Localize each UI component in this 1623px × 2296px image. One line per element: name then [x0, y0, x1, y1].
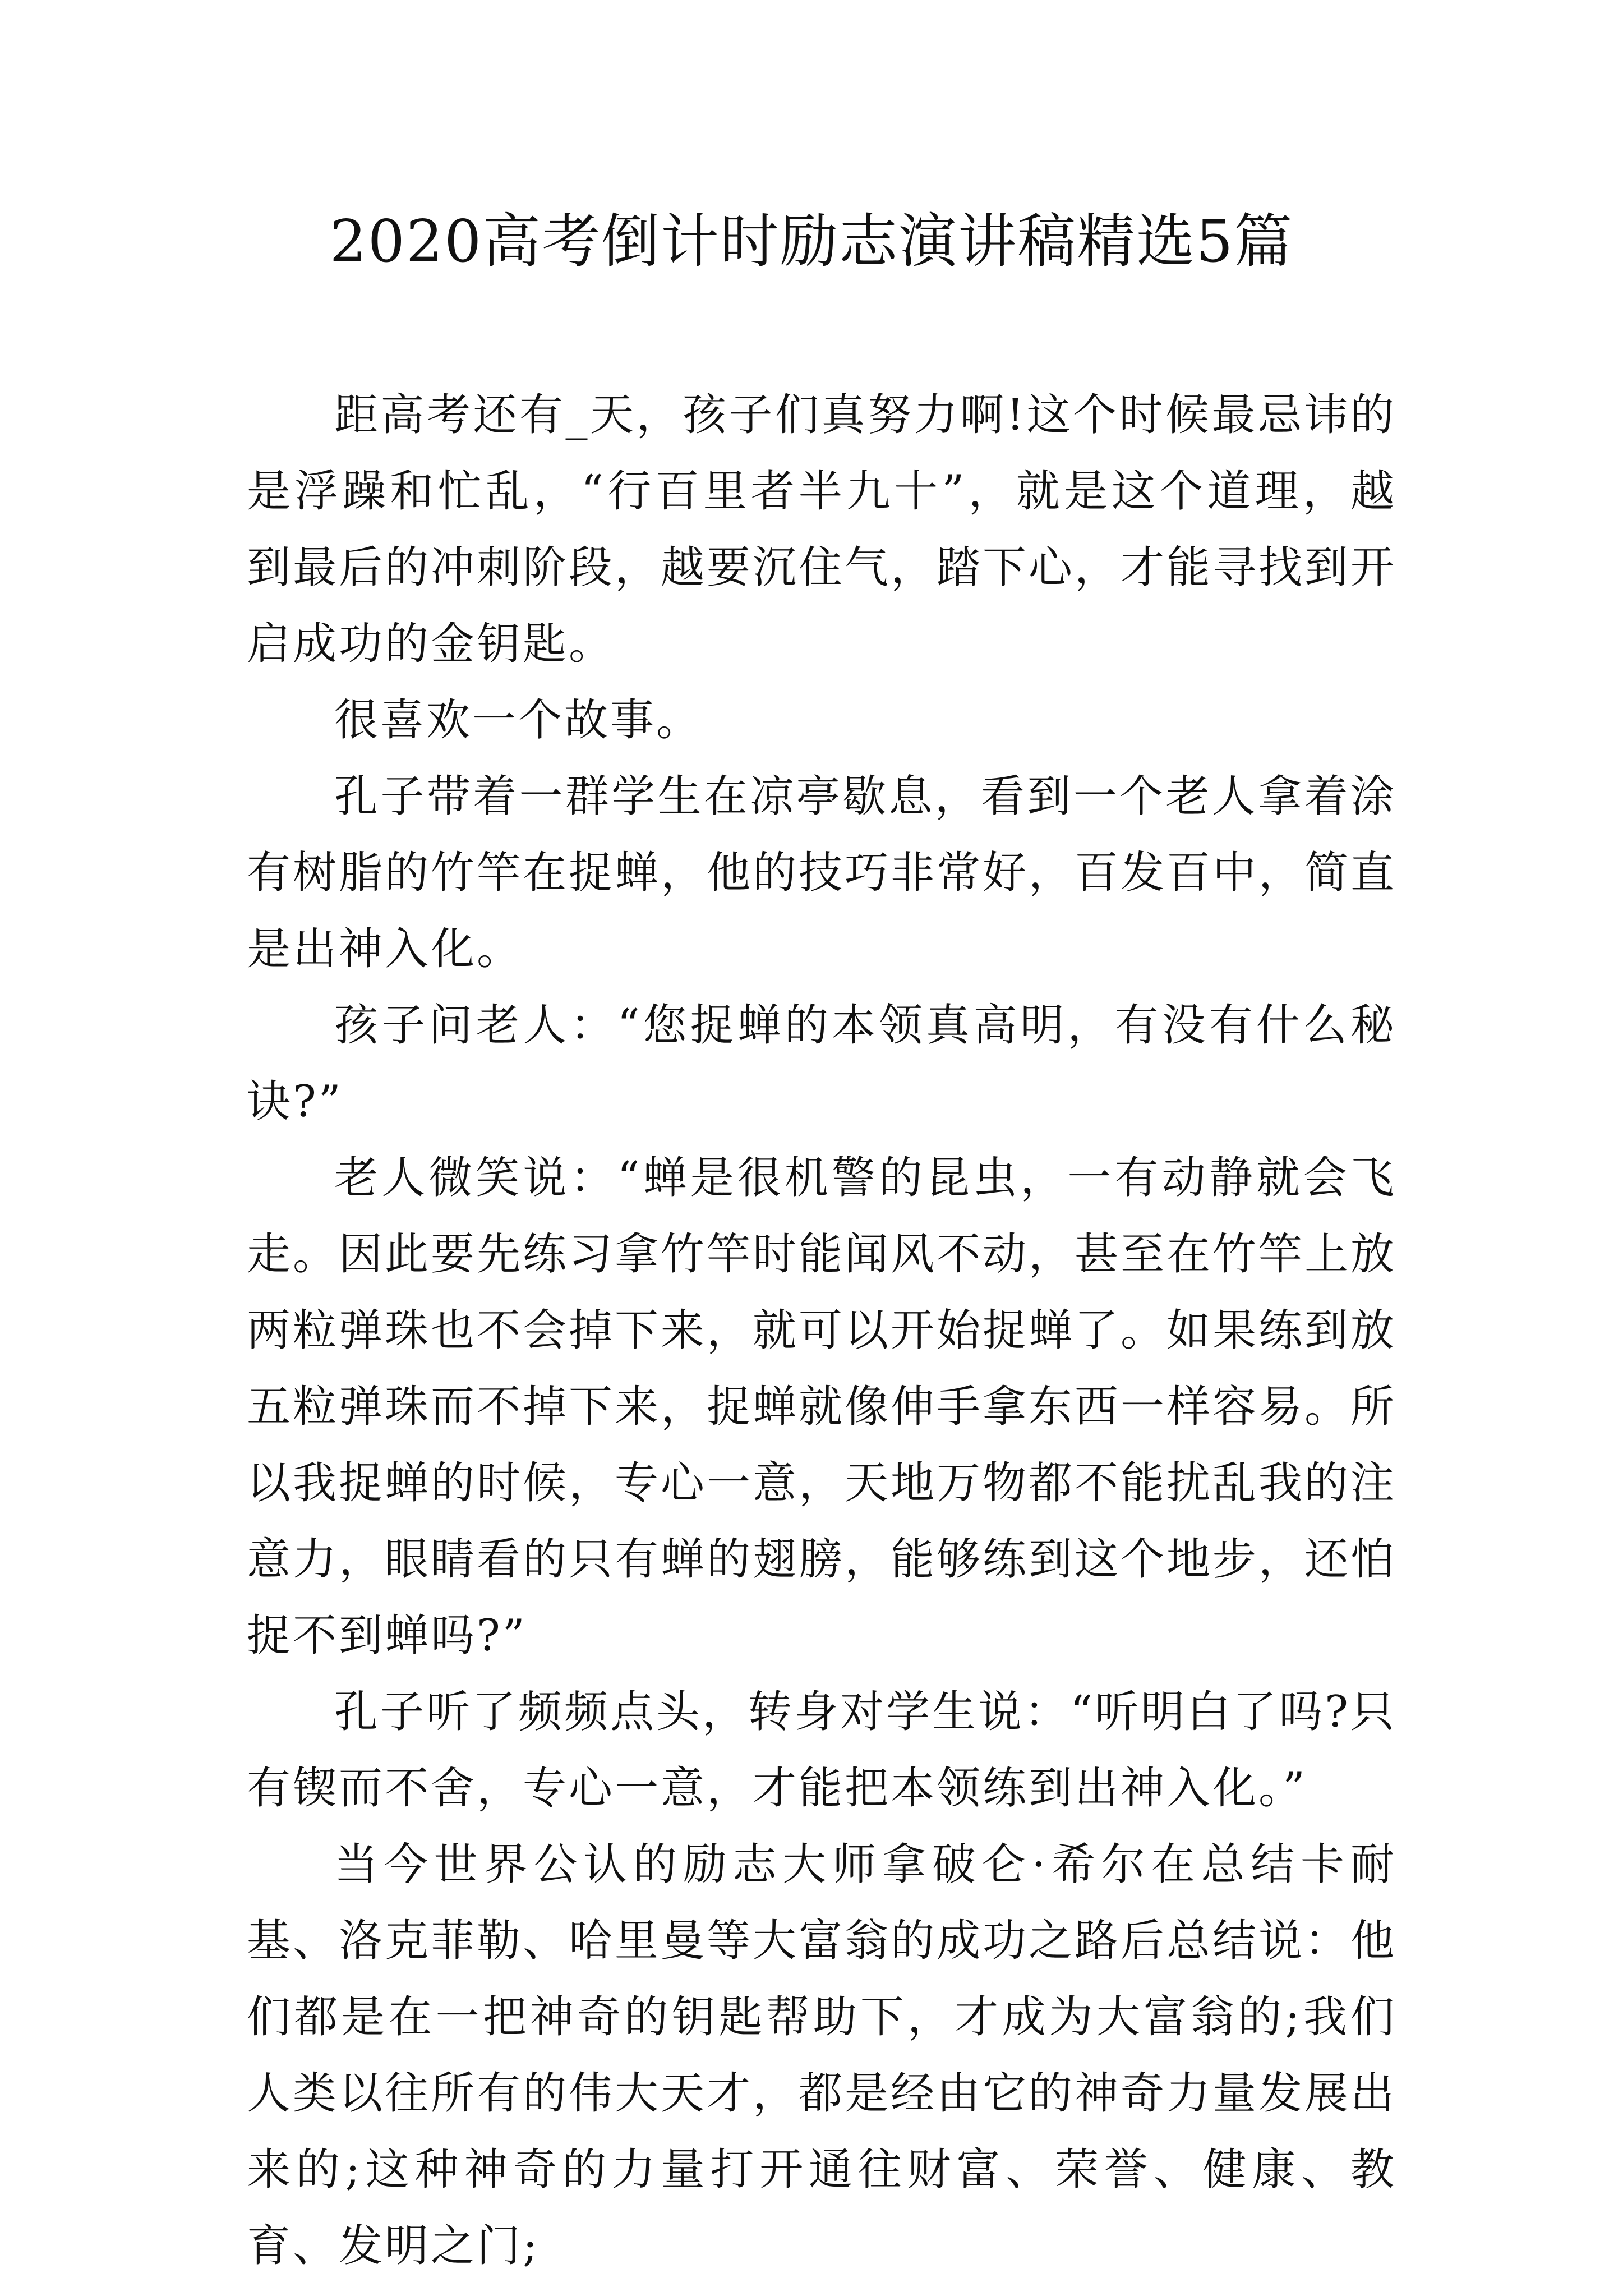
paragraph: 孩子问老人：“您捉蝉的本领真高明，有没有什么秘诀?”: [247, 1000, 1396, 1127]
paragraph: 老人微笑说：“蝉是很机警的昆虫，一有动静就会飞走。因此要先练习拿竹竿时能闻风不动，甚至在竹竿上放两粒弹珠也不会掉下来，就可以开始捉蝉了。如果练到放五粒弹珠而不掉下来，捉蝉就像伸手拿东西一样容易。所以我捉蝉的时候，专心一意，天地万物都不能扰乱我的注意力，眼睛看的只有蝉的翅膀，能够练到这个地步，还怕捉不到蝉吗?”: [247, 1153, 1397, 1661]
document-body: [247, 377, 1396, 2284]
paragraph: 当今世界公认的励志大师拿破仑·希尔在总结卡耐基、洛克菲勒、哈里曼等大富翁的成功之路后总结说：他们都是在一把神奇的钥匙帮助下，才成为大富翁的;我们人类以往所有的伟大天才，都是经由它的神奇力量发展出来的;这种神奇的力量打开通往财富、荣誉、健康、教育、发明之门;: [247, 1839, 1397, 2271]
paragraph: 孔子带着一群学生在凉亭歇息，看到一个老人拿着涂有树脂的竹竿在捉蝉，他的技巧非常好，百发百中，简直是出神入化。: [247, 771, 1397, 974]
document-title: 2020高考倒计时励志演讲稿精选5篇: [329, 207, 1294, 275]
paragraph: 孔子听了频频点头，转身对学生说：“听明白了吗?只有锲而不舍，专心一意，才能把本领练到出神入化。”: [247, 1687, 1396, 1814]
paragraph: 距高考还有_天，孩子们真努力啊!这个时候最忌讳的是浮躁和忙乱，“行百里者半九十”，就是这个道理，越到最后的冲刺阶段，越要沉住气，踏下心，才能寻找到开启成功的金钥匙。: [247, 390, 1397, 669]
paragraph: 很喜欢一个故事。: [334, 695, 703, 746]
